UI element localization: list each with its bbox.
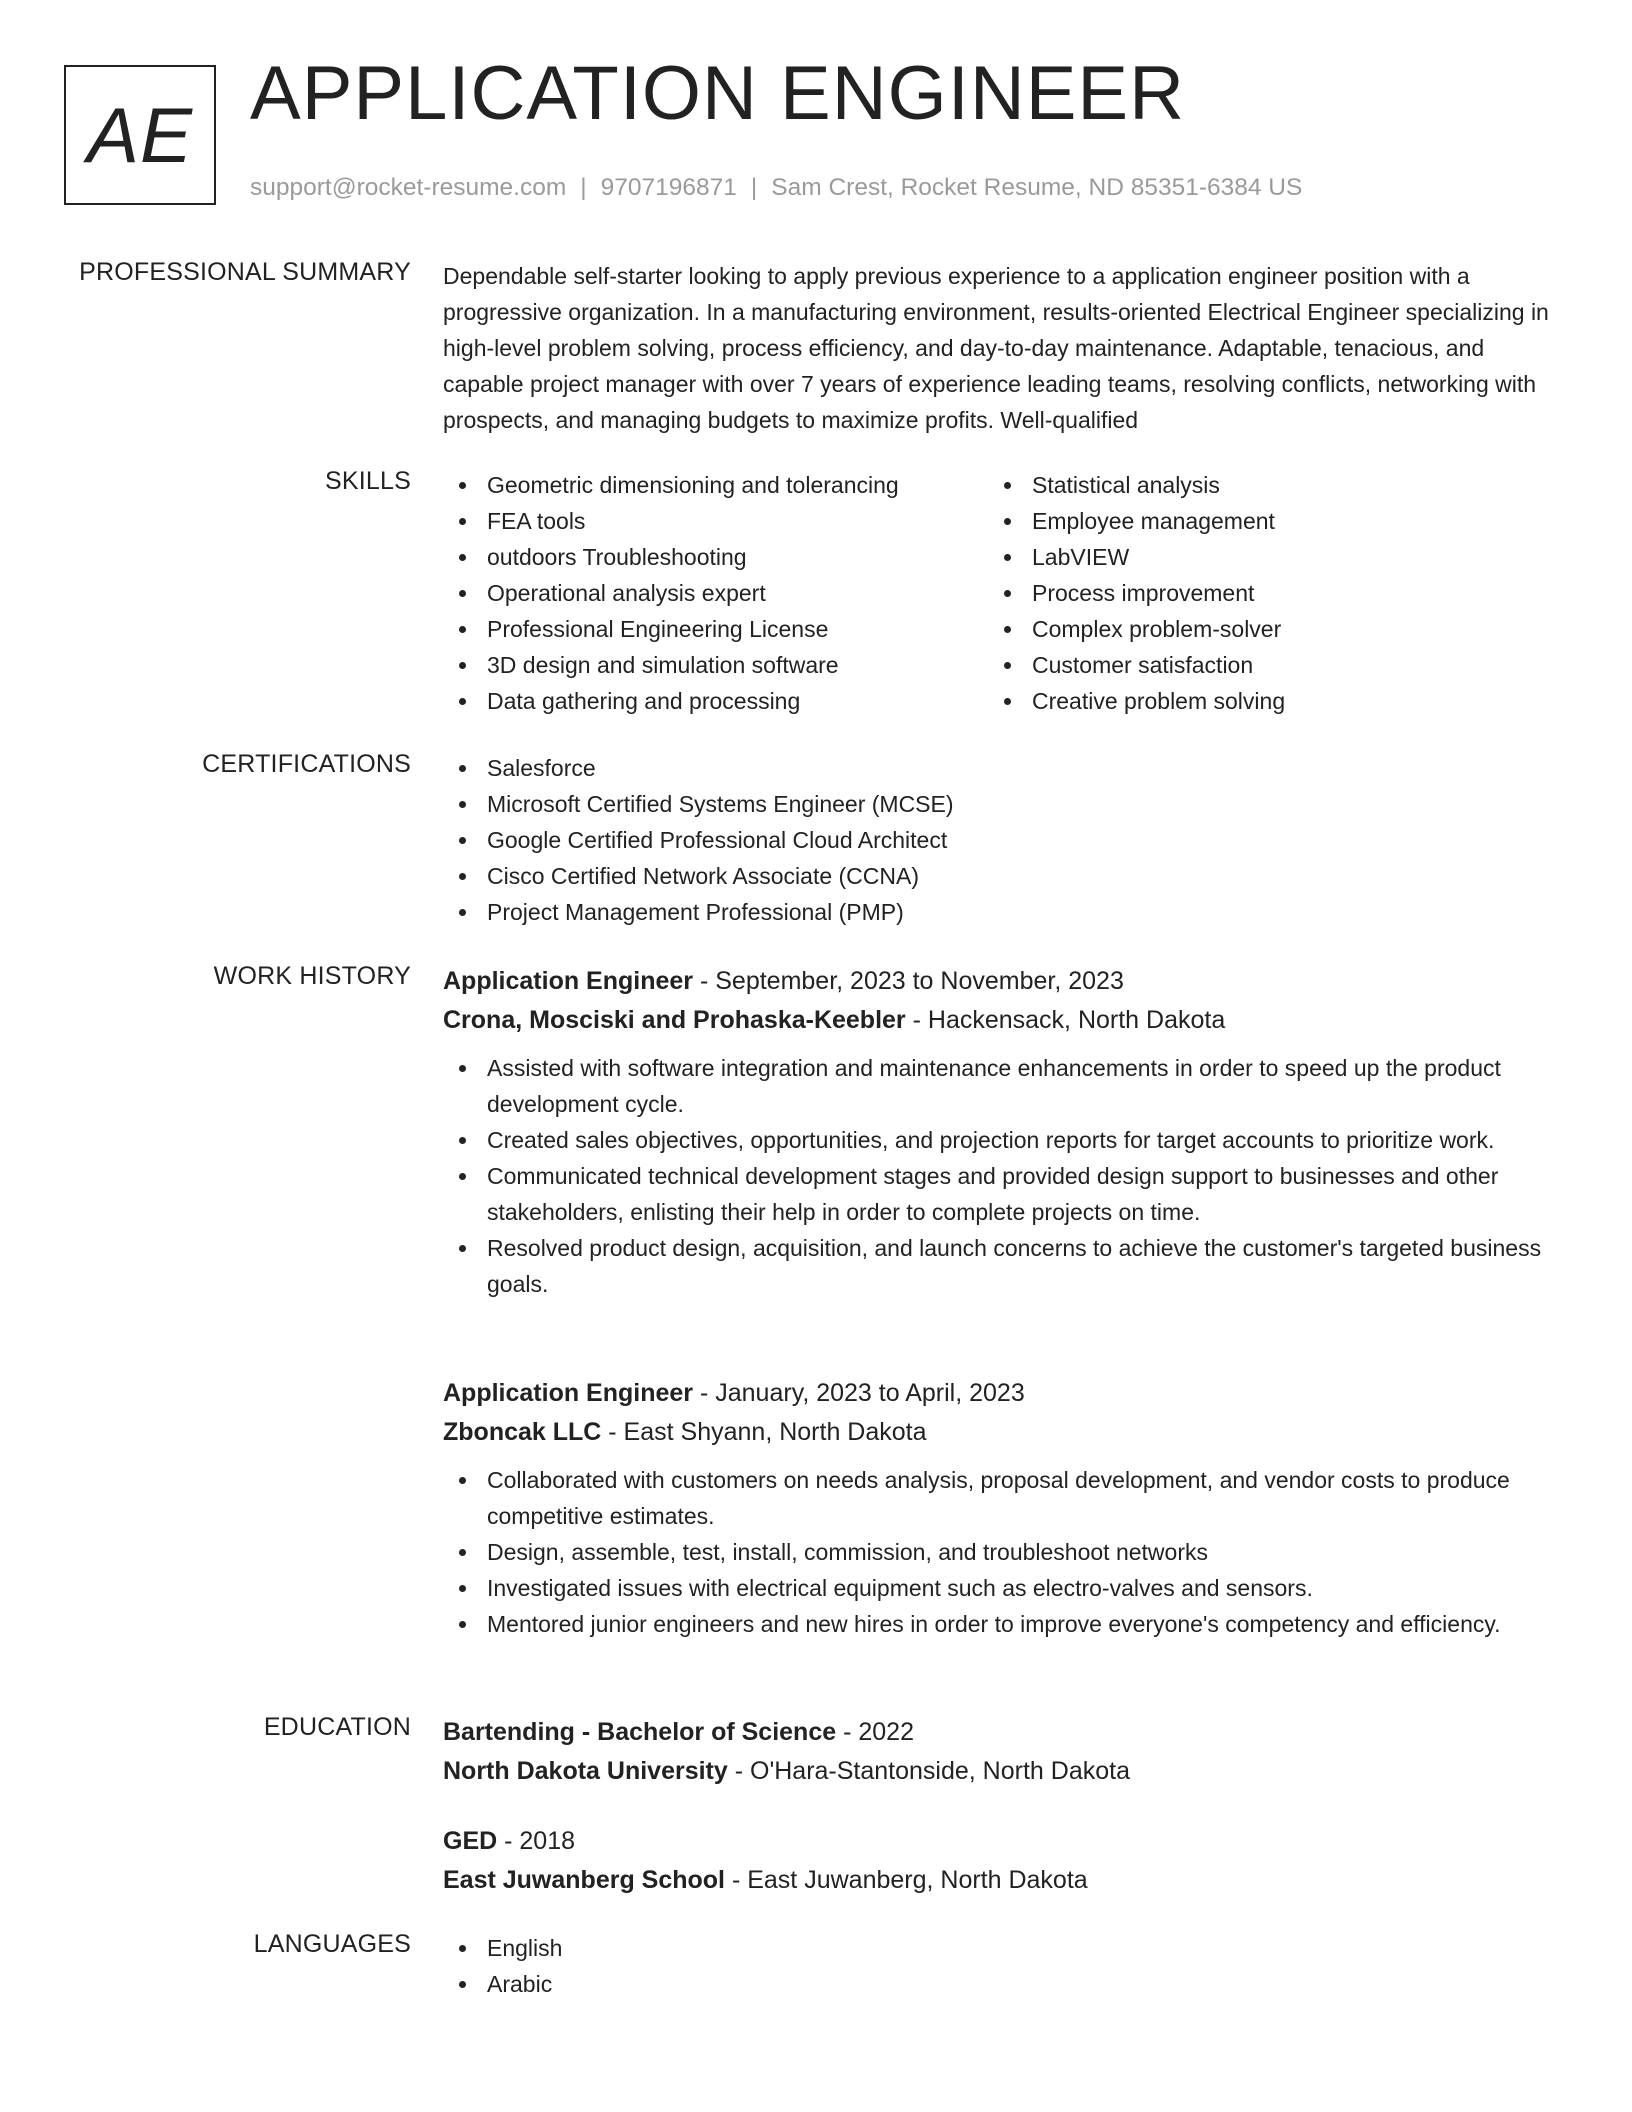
skill-item: FEA tools xyxy=(443,503,988,539)
school-location: - East Juwanberg, North Dakota xyxy=(725,1866,1088,1894)
skills-columns xyxy=(443,467,1558,719)
contact-separator: | xyxy=(750,174,758,201)
resume-title: APPLICATION ENGINEER xyxy=(250,51,1186,136)
job-location: - East Shyann, North Dakota xyxy=(601,1418,927,1446)
job-bullet: Mentored junior engineers and new hires in order to improve everyone's competency and efficiency. xyxy=(443,1606,1558,1642)
job-title-line xyxy=(443,962,1558,1001)
language-item: Arabic xyxy=(443,1966,1558,2002)
languages-heading: LANGUAGES xyxy=(253,1930,411,1958)
skill-item: Geometric dimensioning and tolerancing xyxy=(443,467,988,503)
job-title: Application Engineer xyxy=(443,1379,694,1407)
contact-address: Sam Crest, Rocket Resume, ND 85351-6384 US xyxy=(771,174,1303,201)
job-bullets xyxy=(443,1050,1558,1302)
job-bullet: Resolved product design, acquisition, and launch concerns to achieve the customer's targeted business goals. xyxy=(443,1230,1558,1302)
job-bullets xyxy=(443,1462,1558,1642)
certification-item: Google Certified Professional Cloud Architect xyxy=(443,822,1558,858)
language-item: English xyxy=(443,1930,1558,1966)
skill-item: Complex problem-solver xyxy=(988,611,1533,647)
skill-item: Statistical analysis xyxy=(988,467,1533,503)
job-title-line xyxy=(443,1374,1558,1413)
languages-list xyxy=(443,1930,1558,2002)
skill-item: outdoors Troubleshooting xyxy=(443,539,988,575)
monogram-initials: AE xyxy=(86,90,194,179)
job-bullet: Investigated issues with electrical equipment such as electro-valves and sensors. xyxy=(443,1570,1558,1606)
degree-line xyxy=(443,1822,1558,1861)
degree-year: - 2022 xyxy=(836,1718,914,1746)
job-dates: - September, 2023 to November, 2023 xyxy=(693,967,1124,995)
skill-item: Creative problem solving xyxy=(988,683,1533,719)
skills-list-right xyxy=(988,467,1533,719)
skill-item: Data gathering and processing xyxy=(443,683,988,719)
education-entry xyxy=(443,1713,1558,1791)
job-bullet: Collaborated with customers on needs analysis, proposal development, and vendor costs to produce competitive estimates. xyxy=(443,1462,1558,1534)
certification-item: Cisco Certified Network Associate (CCNA) xyxy=(443,858,1558,894)
education-entry xyxy=(443,1822,1558,1900)
certification-item: Project Management Professional (PMP) xyxy=(443,894,1558,930)
job-bullet: Assisted with software integration and maintenance enhancements in order to speed up the product development cycle. xyxy=(443,1050,1558,1122)
job-bullet: Communicated technical development stages and provided design support to businesses and other stakeholders, enlisting their help in order to complete projects on time. xyxy=(443,1158,1558,1230)
job-company-line xyxy=(443,1001,1558,1040)
school: East Juwanberg School xyxy=(443,1866,726,1894)
skill-item: LabVIEW xyxy=(988,539,1533,575)
summary-text: Dependable self-starter looking to apply previous experience to a application engineer position with a progressive organization. In a manufacturing environment, results-oriented Electrical Engineer specializing in high-level problem solving, process efficiency, and day-to-day maintenance. Adaptable, tenacious, and capable project manager with over 7 years of experience leading teams, resolving conflicts, networking with prospects, and managing budgets to maximize profits. Well-qualified xyxy=(443,263,1549,433)
certifications-content xyxy=(443,750,1558,930)
skill-item: Employee management xyxy=(988,503,1533,539)
job-location: - Hackensack, North Dakota xyxy=(905,1006,1226,1034)
degree: Bartending - Bachelor of Science xyxy=(443,1718,837,1746)
skill-item: Professional Engineering License xyxy=(443,611,988,647)
skill-item: Operational analysis expert xyxy=(443,575,988,611)
school-line xyxy=(443,1752,1558,1791)
languages-content xyxy=(443,1930,1558,2002)
school: North Dakota University xyxy=(443,1757,728,1785)
contact-email: support@rocket-resume.com xyxy=(250,174,567,201)
degree-line xyxy=(443,1713,1558,1752)
job-title: Application Engineer xyxy=(443,967,694,995)
skills-list-left xyxy=(443,467,988,719)
education-heading: EDUCATION xyxy=(263,1713,411,1741)
degree-year: - 2018 xyxy=(497,1827,576,1855)
skill-item: Customer satisfaction xyxy=(988,647,1533,683)
summary-heading: PROFESSIONAL SUMMARY xyxy=(79,258,411,286)
job-bullet: Created sales objectives, opportunities, and projection reports for target accounts to prioritize work. xyxy=(443,1122,1558,1158)
certification-item: Salesforce xyxy=(443,750,1558,786)
certifications-list xyxy=(443,750,1558,930)
certifications-heading: CERTIFICATIONS xyxy=(202,750,411,778)
job-dates: - January, 2023 to April, 2023 xyxy=(693,1379,1025,1407)
certification-item: Microsoft Certified Systems Engineer (MCSE) xyxy=(443,786,1558,822)
contact-separator: | xyxy=(580,174,587,201)
job-entry xyxy=(443,962,1558,1302)
job-company-line xyxy=(443,1413,1558,1452)
contact-line xyxy=(250,174,1302,202)
school-location: - O'Hara-Stantonside, North Dakota xyxy=(727,1757,1130,1785)
job-entry xyxy=(443,1374,1558,1642)
school-line xyxy=(443,1861,1558,1900)
monogram-box xyxy=(64,65,216,205)
skill-item: 3D design and simulation software xyxy=(443,647,988,683)
job-bullet: Design, assemble, test, install, commission, and troubleshoot networks xyxy=(443,1534,1558,1570)
skill-item: Process improvement xyxy=(988,575,1533,611)
degree: GED xyxy=(443,1827,498,1855)
contact-phone: 9707196871 xyxy=(600,174,737,201)
skills-heading: SKILLS xyxy=(325,467,411,495)
work-history-heading: WORK HISTORY xyxy=(213,962,411,990)
job-company: Crona, Mosciski and Prohaska-Keebler xyxy=(443,1006,906,1034)
job-company: Zboncak LLC xyxy=(443,1418,602,1446)
